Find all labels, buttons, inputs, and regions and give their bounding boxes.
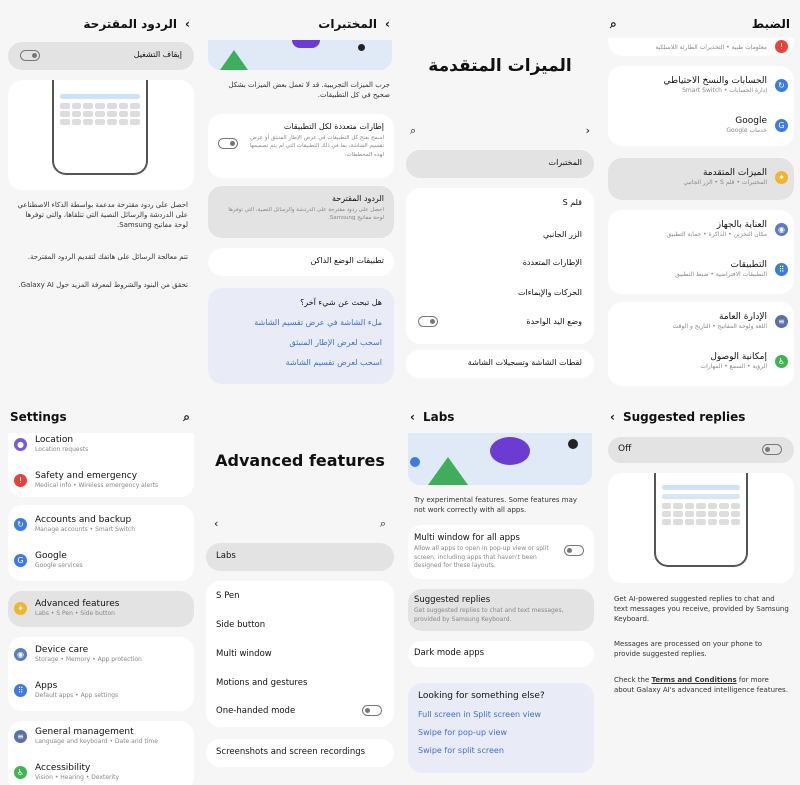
item-title: الردود المقترحة [332, 194, 384, 203]
apps-icon: ⠿ [775, 263, 788, 276]
en-group-3 [8, 637, 194, 711]
google-icon: G [14, 554, 27, 567]
accessibility-icon: ♿ [775, 355, 788, 368]
en-advanced-item-motions[interactable]: Motions and gestures [216, 678, 308, 688]
star-icon: ✦ [775, 171, 788, 184]
suggested-replies-toggle[interactable] [20, 50, 40, 61]
item-subtitle: المختبرات • قلم S • الزر الجانبي [683, 179, 767, 186]
ar-settings-item-advanced[interactable] [608, 158, 794, 200]
search-icon[interactable]: ⌕ [410, 124, 417, 137]
suggested-desc-3 [614, 675, 790, 695]
item-title: Accessibility [35, 763, 91, 773]
item-desc: احصل على ردود مقترحة على الدردشة والرسائل النصية، التي توفرها لوحة مفاتيح Samsung. [228, 207, 384, 222]
en-suggested-toggle-row[interactable] [608, 437, 794, 463]
en-settings-item-apps[interactable] [14, 681, 188, 699]
ar-settings-item-accounts[interactable] [614, 76, 788, 94]
desc-text: for more about Galaxy AI's advanced intelligence features. [614, 676, 788, 695]
en-settings-item-accounts[interactable] [14, 515, 188, 533]
ar-advanced-item-spen[interactable]: قلم S [562, 198, 582, 207]
item-label: One-handed mode [216, 705, 296, 716]
back-icon[interactable]: ‹ [610, 410, 615, 424]
item-subtitle: Medical info • Wireless emergency alerts [35, 482, 159, 489]
labs-intro: جرب الميزات التجريبية. قد لا تعمل بعض الميزات بشكل صحيح في كل التطبيقات. [228, 81, 390, 100]
link-2[interactable]: اسحب لعرض تقسيم الشاشة [285, 358, 382, 367]
item-title: Google [35, 551, 67, 561]
en-advanced-panel [200, 393, 400, 785]
item-subtitle: مكان التخزين • الذاكرة • حماية التطبيق [666, 231, 767, 238]
suggested-desc-2: Messages are processed on your phone to provide suggested replies. [614, 640, 763, 659]
alert-icon: ! [775, 40, 788, 53]
ar-settings-item-google[interactable] [614, 116, 788, 134]
ar-advanced-toolbar [410, 124, 590, 138]
ar-advanced-item-motions[interactable]: الحركات والإيماءات [517, 288, 582, 297]
item-title: إمكانية الوصول [710, 352, 767, 362]
item-subtitle: خدمات Google [726, 127, 767, 134]
ar-advanced-item-onehand[interactable] [418, 316, 582, 327]
looking-title: هل تبحث عن شيء آخر؟ [300, 298, 382, 307]
item-subtitle: الرؤية • السمع • المهارات [700, 363, 767, 370]
item-title: Safety and emergency [35, 471, 138, 481]
ar-advanced-item-labs[interactable] [406, 150, 594, 178]
page-title-large: الميزات المتقدمة [428, 56, 572, 76]
sync-icon: ↻ [14, 518, 27, 531]
item-title: إطارات متعددة لكل التطبيقات [283, 122, 384, 131]
google-icon: G [775, 119, 788, 132]
item-title: Google [735, 116, 767, 126]
item-title: التطبيقات [730, 260, 767, 270]
ar-settings-item-apps[interactable] [614, 260, 788, 278]
back-icon[interactable]: › [385, 17, 390, 31]
item-subtitle: Labs • S Pen • Side button [35, 610, 115, 617]
page-title: Settings [10, 410, 67, 424]
ar-settings-item-accessibility[interactable] [614, 352, 788, 370]
en-advanced-toolbar [214, 517, 386, 531]
item-subtitle: Storage • Memory • App protection [35, 656, 142, 663]
item-label: تطبيقات الوضع الداكن [310, 256, 384, 265]
link-1[interactable]: اسحب لعرض الإطار المنبثق [289, 338, 382, 347]
toggle-label: Off [618, 444, 632, 454]
item-title: العناية بالجهاز [716, 220, 767, 230]
ar-advanced-item-side[interactable]: الزر الجانبي [542, 230, 582, 239]
en-group-1 [8, 505, 194, 581]
item-label: المختبرات [548, 158, 582, 167]
back-icon[interactable]: ‹ [214, 517, 219, 530]
apps-icon: ⠿ [14, 684, 27, 697]
ar-advanced-group [406, 188, 594, 344]
en-advanced-item-onehand[interactable] [216, 705, 382, 716]
item-title: Apps [35, 681, 58, 691]
suggested-replies-toggle[interactable] [762, 444, 782, 455]
ar-group-1 [608, 66, 794, 146]
link-split-screen[interactable]: Full screen in Split screen view [418, 710, 542, 719]
sync-icon: ↻ [775, 79, 788, 92]
labs-intro: Try experimental features. Some features may not work correctly with all apps. [414, 496, 577, 515]
ar-settings-item-0[interactable] [612, 40, 788, 53]
looking-title: Looking for something else? [418, 691, 545, 701]
item-label: Dark mode apps [414, 648, 485, 658]
care-icon: ◉ [775, 223, 788, 236]
ar-labs-dark-mode[interactable] [208, 248, 394, 276]
toggle-label: إيقاف التشغيل [133, 50, 182, 59]
management-icon: ≡ [14, 730, 27, 743]
en-group-0 [8, 433, 194, 497]
ar-settings-item-device-care[interactable] [614, 220, 788, 238]
item-subtitle: اللغة ولوحة المفاتيح • التاريخ و الوقت [672, 323, 767, 330]
en-settings-panel [0, 393, 200, 785]
ar-advanced-row [614, 168, 788, 186]
one-handed-toggle[interactable] [418, 316, 438, 327]
item-title: الميزات المتقدمة [702, 168, 767, 178]
en-settings-item-device-care[interactable] [14, 645, 188, 663]
ar-suggested-header [10, 10, 190, 38]
link-split[interactable]: Swipe for split screen [418, 746, 504, 755]
keyboard-illustration [52, 80, 148, 175]
search-icon[interactable]: ⌕ [610, 16, 617, 31]
item-title: Advanced features [35, 599, 120, 609]
labs-illustration [408, 433, 592, 485]
page-title: المختبرات [318, 17, 378, 31]
en-advanced-group [206, 581, 394, 727]
en-advanced-item-labs[interactable] [206, 543, 394, 571]
ar-settings-panel [600, 0, 800, 392]
item-title: Device care [35, 645, 89, 655]
en-advanced-item-side[interactable]: Side button [216, 620, 266, 630]
ar-group-3 [608, 210, 794, 294]
ar-group-0 [608, 38, 794, 56]
one-handed-toggle[interactable] [362, 705, 382, 716]
item-subtitle: Location requests [35, 446, 89, 453]
en-advanced-item-spen[interactable]: S Pen [216, 591, 240, 601]
item-desc: اسمح بفتح كل التطبيقات في عرض الإطار المنبثق أو عرض تقسيم الشاشة، بما في ذلك التطبيقات التي لم يتم تصميمها لهذه المخططات. [249, 135, 384, 158]
ar-group-4 [608, 302, 794, 386]
item-subtitle: Vision • Hearing • Dexterity [35, 774, 120, 781]
en-advanced-row [14, 599, 188, 617]
ar-labs-panel [200, 0, 400, 392]
item-subtitle: معلومات طبية • التحذيرات الطارئة اللاسلكية [655, 43, 767, 51]
ar-looking-card [208, 288, 394, 384]
labs-illustration [208, 40, 392, 70]
ar-advanced-panel [400, 0, 600, 392]
care-icon: ◉ [14, 648, 27, 661]
item-title: الإدارة العامة [718, 312, 767, 322]
en-suggested-panel [600, 393, 800, 785]
en-settings-header [10, 403, 190, 431]
en-settings-item-general[interactable] [14, 727, 188, 745]
en-labs-multi-window[interactable] [408, 525, 594, 579]
en-looking-card [408, 683, 594, 773]
page-title: الردود المقترحة [83, 17, 178, 31]
item-subtitle: التطبيقات الافتراضية • ضبط التطبيق [675, 271, 767, 278]
multi-window-toggle[interactable] [564, 545, 584, 556]
item-title: الحسابات والنسخ الاحتياطي [663, 76, 767, 86]
item-label: لقطات الشاشة وتسجيلات الشاشة [467, 358, 582, 367]
ar-labs-multi-window[interactable] [208, 114, 394, 178]
back-icon[interactable]: ‹ [410, 410, 415, 424]
management-icon: ≡ [775, 315, 788, 328]
item-subtitle: إدارة الحسابات • Smart Switch [682, 87, 767, 94]
item-subtitle: Manage accounts • Smart Switch [35, 526, 136, 533]
en-advanced-item-multi[interactable]: Multi window [216, 649, 272, 659]
search-icon[interactable]: ⌕ [379, 517, 386, 530]
search-icon[interactable]: ⌕ [183, 409, 190, 424]
ar-labs-suggested[interactable] [208, 186, 394, 238]
item-desc: Allow all apps to open in pop-up view or split screen, including apps that haven't been designed for these layouts. [414, 545, 549, 570]
page-title: Labs [422, 410, 455, 424]
item-title: Suggested replies [414, 595, 491, 605]
item-subtitle: Default apps • App settings [35, 692, 119, 699]
en-settings-item-google[interactable] [14, 551, 188, 569]
en-labs-dark-mode[interactable] [408, 641, 594, 667]
link-0[interactable]: ملء الشاشة في عرض تقسيم الشاشة [254, 318, 382, 327]
ar-labs-header [210, 10, 390, 38]
item-desc: Get suggested replies to chat and text messages, provided by Samsung Keyboard. [414, 607, 564, 623]
item-label: Screenshots and screen recordings [216, 747, 366, 757]
item-subtitle: Google services [35, 562, 83, 569]
ar-settings-header [610, 10, 790, 38]
keyboard-illustration-card [8, 80, 194, 190]
desc-text: Check the [614, 676, 652, 684]
en-labs-suggested[interactable] [408, 589, 594, 631]
item-label: Labs [216, 551, 236, 561]
ar-suggested-toggle-row[interactable] [8, 42, 194, 70]
accessibility-icon: ♿ [14, 766, 27, 779]
ar-settings-item-general[interactable] [614, 312, 788, 330]
item-title: Location [35, 435, 74, 445]
suggested-desc-1: Get AI-powered suggested replies to chat and text messages you receive, provided by Samsung Keyboard. [614, 595, 789, 624]
en-advanced-item-screenshots[interactable] [206, 739, 394, 767]
en-settings-item-advanced[interactable] [8, 591, 194, 627]
location-icon: ● [14, 438, 27, 451]
ar-suggested-panel [0, 0, 200, 392]
item-subtitle: Language and keyboard • Date and time [35, 738, 158, 745]
en-suggested-header [610, 403, 790, 431]
keyboard-illustration-card [608, 473, 794, 583]
keyboard-illustration [654, 473, 748, 567]
suggested-desc-3: تحقق من البنود والشروط لمعرفة المزيد حول Galaxy AI. [18, 281, 188, 289]
en-settings-item-location[interactable] [14, 435, 188, 453]
item-title: Accounts and backup [35, 515, 132, 525]
star-icon: ✦ [14, 602, 27, 615]
item-title: General management [35, 727, 134, 737]
en-labs-panel [400, 393, 600, 785]
suggested-desc-2: تتم معالجة الرسائل على هاتفك لتقديم الردود المقترحة. [27, 253, 188, 261]
page-title: الضبط [751, 17, 790, 31]
back-icon[interactable]: › [185, 17, 190, 31]
page-title-large: Advanced features [215, 451, 385, 470]
item-label: وضع اليد الواحدة [526, 317, 582, 326]
en-settings-item-safety[interactable] [14, 471, 188, 489]
alert-icon: ! [14, 474, 27, 487]
item-title: Multi window for all apps [414, 533, 520, 543]
back-icon[interactable]: ‹ [585, 124, 590, 137]
en-group-4 [8, 721, 194, 785]
ar-advanced-item-multi[interactable]: الإطارات المتعددة [522, 258, 582, 267]
en-labs-header [410, 403, 590, 431]
link-popup[interactable]: Swipe for pop-up view [418, 728, 507, 737]
suggested-desc-1: احصل على ردود مقترحة مدعمة بواسطة الذكاء الاصطناعي على الدردشة والرسائل النصية التي تتلقاها، والتي توفرها لوحة مفاتيح Samsung. [17, 201, 188, 230]
en-settings-item-accessibility[interactable] [14, 763, 188, 781]
terms-link[interactable]: Terms and Conditions [651, 676, 737, 684]
page-title: Suggested replies [622, 410, 746, 424]
ar-advanced-item-screenshots[interactable] [406, 350, 594, 378]
multi-window-toggle[interactable] [218, 138, 238, 149]
